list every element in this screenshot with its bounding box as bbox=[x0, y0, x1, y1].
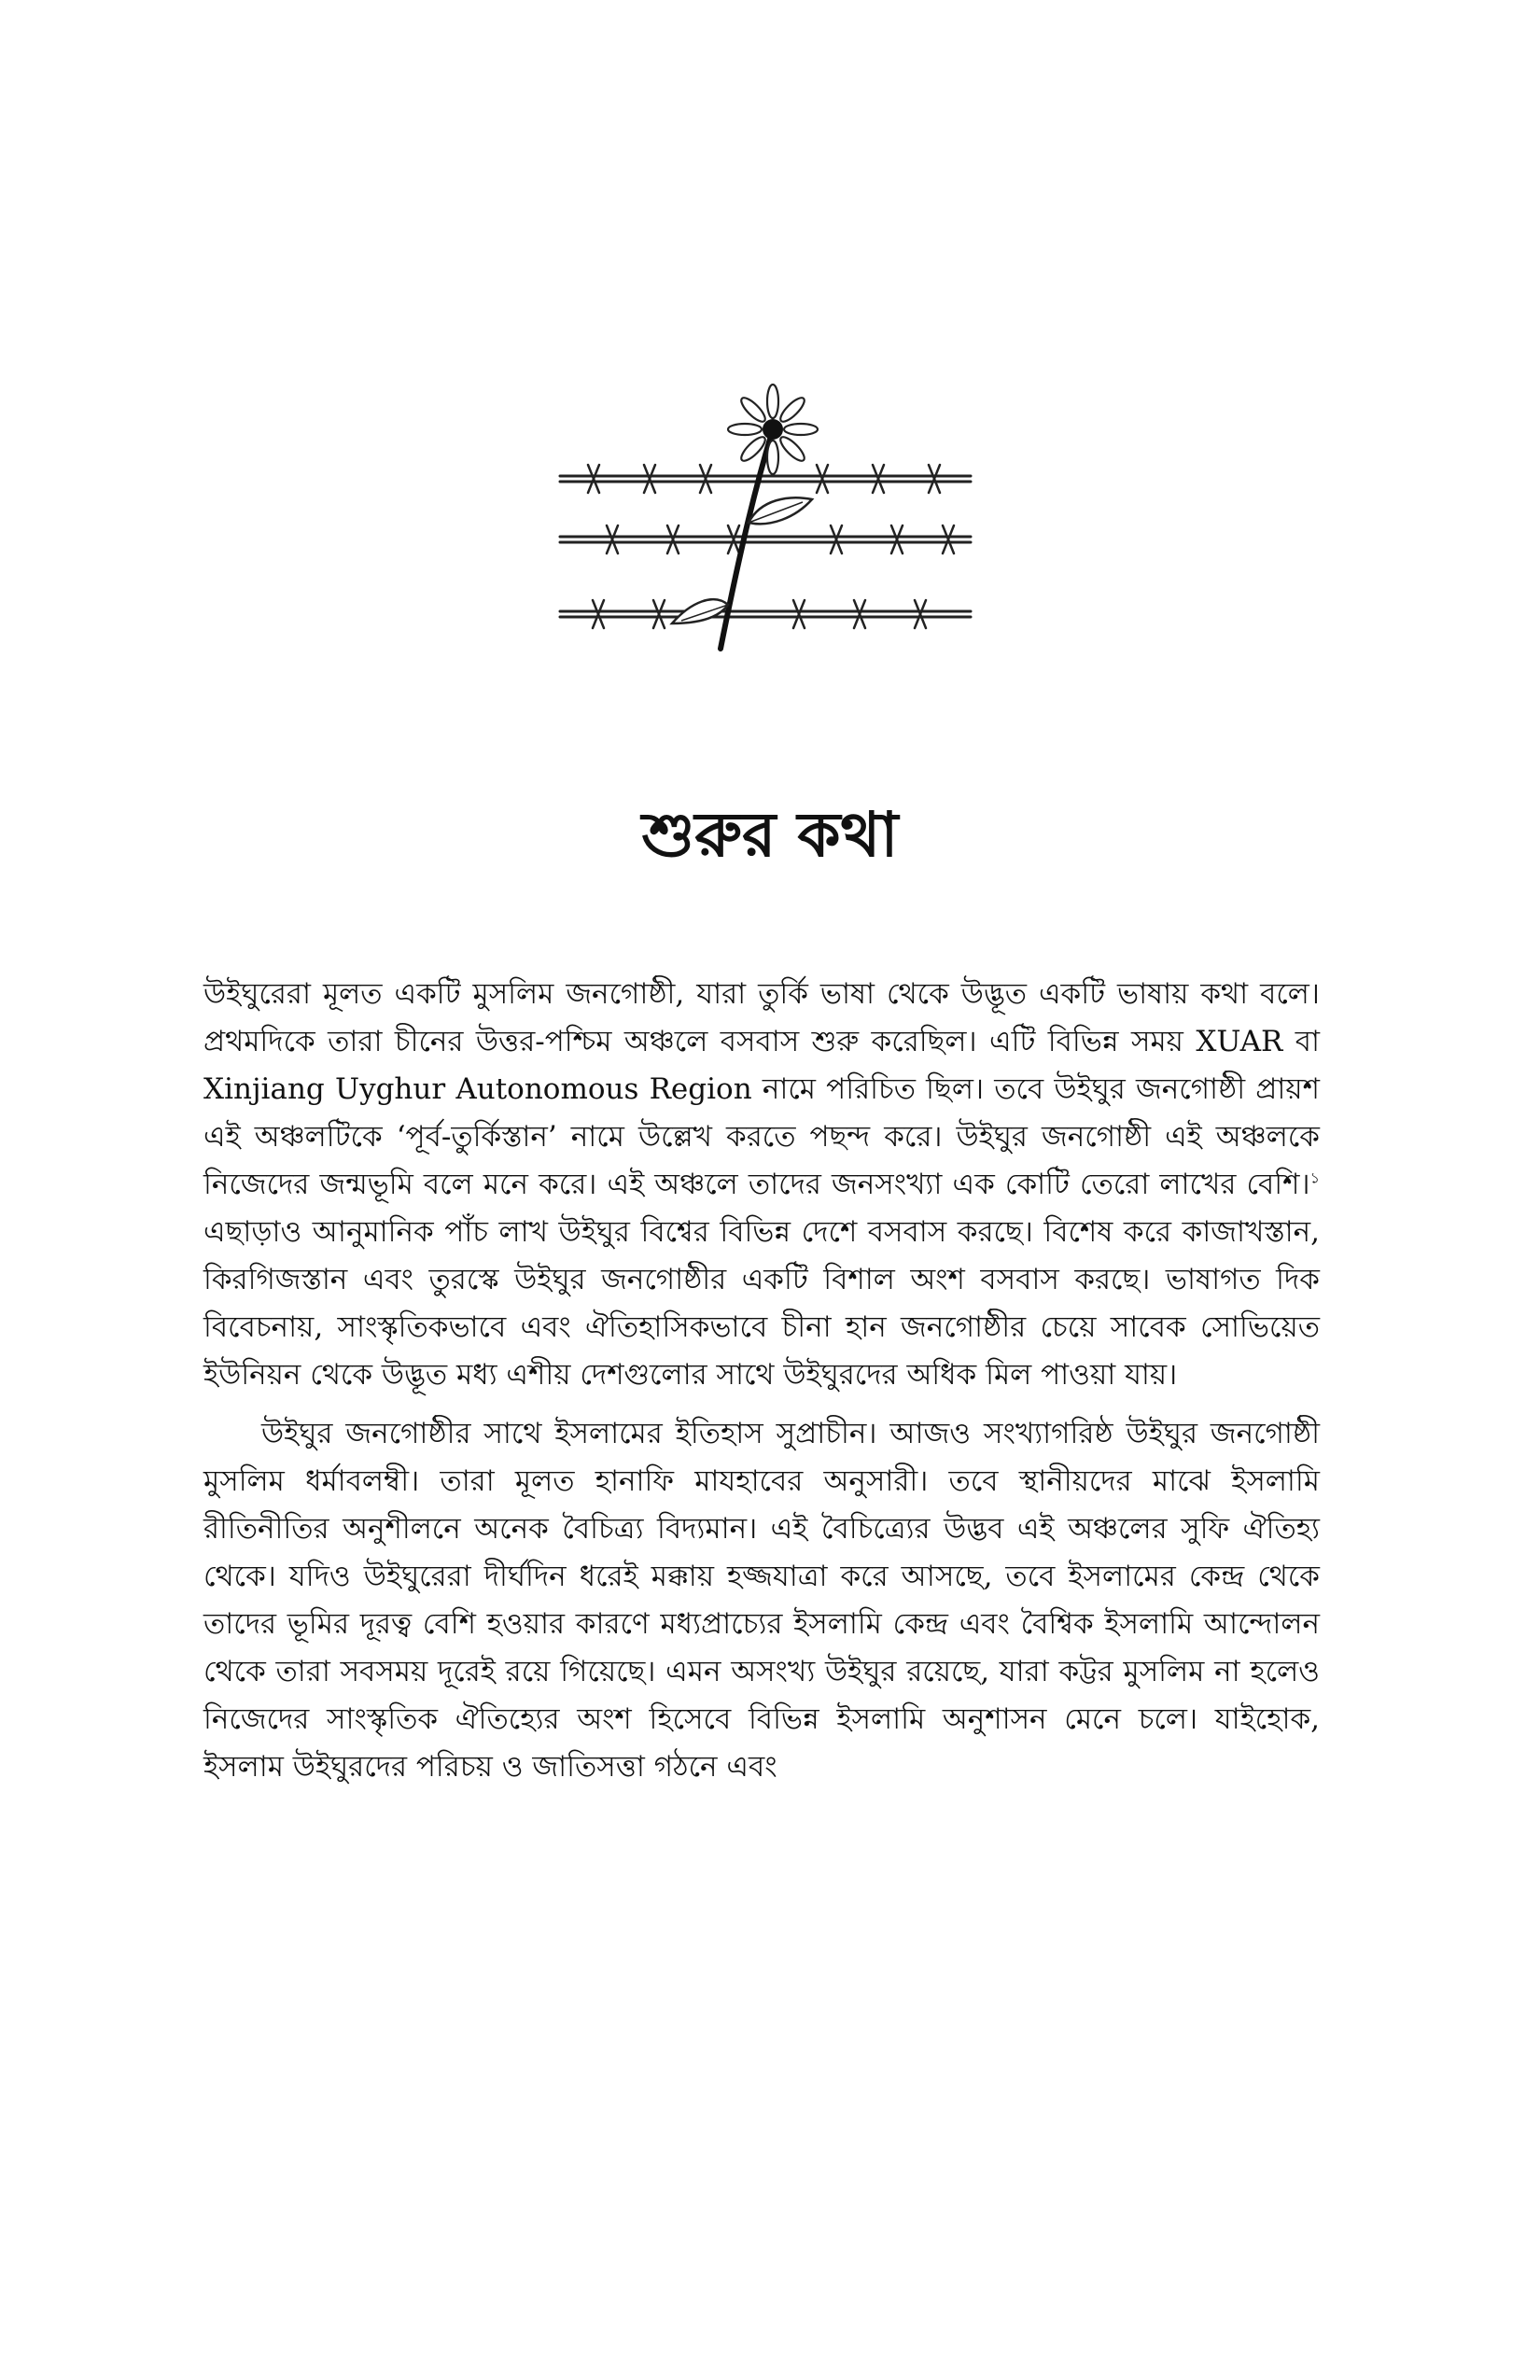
paragraph-1 bbox=[203, 971, 1320, 1399]
paragraph-1-text: উইঘুরেরা মূলত একটি মুসলিম জনগোষ্ঠী, যারা তুর্কি ভাষা থেকে উদ্ভূত একটি ভাষায় কথা বলে। প্রথমদিকে তারা চীনের উত্তর-পশ্চিম অঞ্চলে বসবাস শুরু করেছিল। এটি বিভিন্ন সময় XUAR বা Xinjiang Uyghur Autonomous Region নামে পরিচিত ছিল। তবে উইঘুর জনগোষ্ঠী প্রায়শ এই অঞ্চলটিকে ‘পূর্ব-তুর্কিস্তান’ নামে উল্লেখ করতে পছন্দ করে। উইঘুর জনগোষ্ঠী এই অঞ্চলকে নিজেদের জন্মভূমি বলে মনে করে। এই অঞ্চলে তাদের জনসংখ্যা এক কোটি তেরো লাখের বেশি। bbox=[203, 977, 1320, 1201]
footnote-marker[interactable]: ১ bbox=[1309, 1169, 1320, 1187]
paragraph-2: উইঘুর জনগোষ্ঠীর সাথে ইসলামের ইতিহাস সুপ্রাচীন। আজও সংখ্যাগরিষ্ঠ উইঘুর জনগোষ্ঠী মুসলিম ধর্মাবলম্বী। তারা মূলত হানাফি মাযহাবের অনুসারী। তবে স্থানীয়দের মাঝে ইসলামি রীতিনীতির অনুশীলনে অনেক বৈচিত্র্য বিদ্যমান। এই বৈচিত্র্যের উদ্ভব এই অঞ্চলের সুফি ঐতিহ্য থেকে। যদিও উইঘুরেরা দীর্ঘদিন ধরেই মক্কায় হজ্জযাত্রা করে আসছে, তবে ইসলামের কেন্দ্র থেকে তাদের ভূমির দূরত্ব বেশি হওয়ার কারণে মধ্যপ্রাচ্যের ইসলামি কেন্দ্র এবং বৈশ্বিক ইসলামি আন্দোলন থেকে তারা সবসময় দূরেই রয়ে গিয়েছে। এমন অসংখ্য উইঘুর রয়েছে, যারা কট্টর মুসলিম না হলেও নিজেদের সাংস্কৃতিক ঐতিহ্যের অংশ হিসেবে বিভিন্ন ইসলামি অনুশাসন মেনে চলে। যাইহোক, ইসলাম উইঘুরদের পরিচয় ও জাতিসত্তা গঠনে এবং bbox=[203, 1417, 1320, 1784]
chapter-title: শুরুর কথা bbox=[641, 799, 899, 871]
paragraph-1-continued: এছাড়াও আনুমানিক পাঁচ লাখ উইঘুর বিশ্বের বিভিন্ন দেশে বসবাস করছে। বিশেষ করে কাজাখস্তান, কিরগিজস্তান এবং তুরস্কে উইঘুর জনগোষ্ঠীর একটি বিশাল অংশ বসবাস করছে। ভাষাগত দিক বিবেচনায়, সাংস্কৃতিকভাবে এবং ঐতিহাসিকভাবে চীনা হান জনগোষ্ঠীর চেয়ে সাবেক সোভিয়েত ইউনিয়ন থেকে উদ্ভূত মধ্য এশীয় দেশগুলোর সাথে উইঘুরদের অধিক মিল পাওয়া যায়। bbox=[203, 1215, 1320, 1392]
barbed-wire-flower-icon bbox=[551, 383, 980, 663]
body-text bbox=[203, 971, 1320, 1791]
